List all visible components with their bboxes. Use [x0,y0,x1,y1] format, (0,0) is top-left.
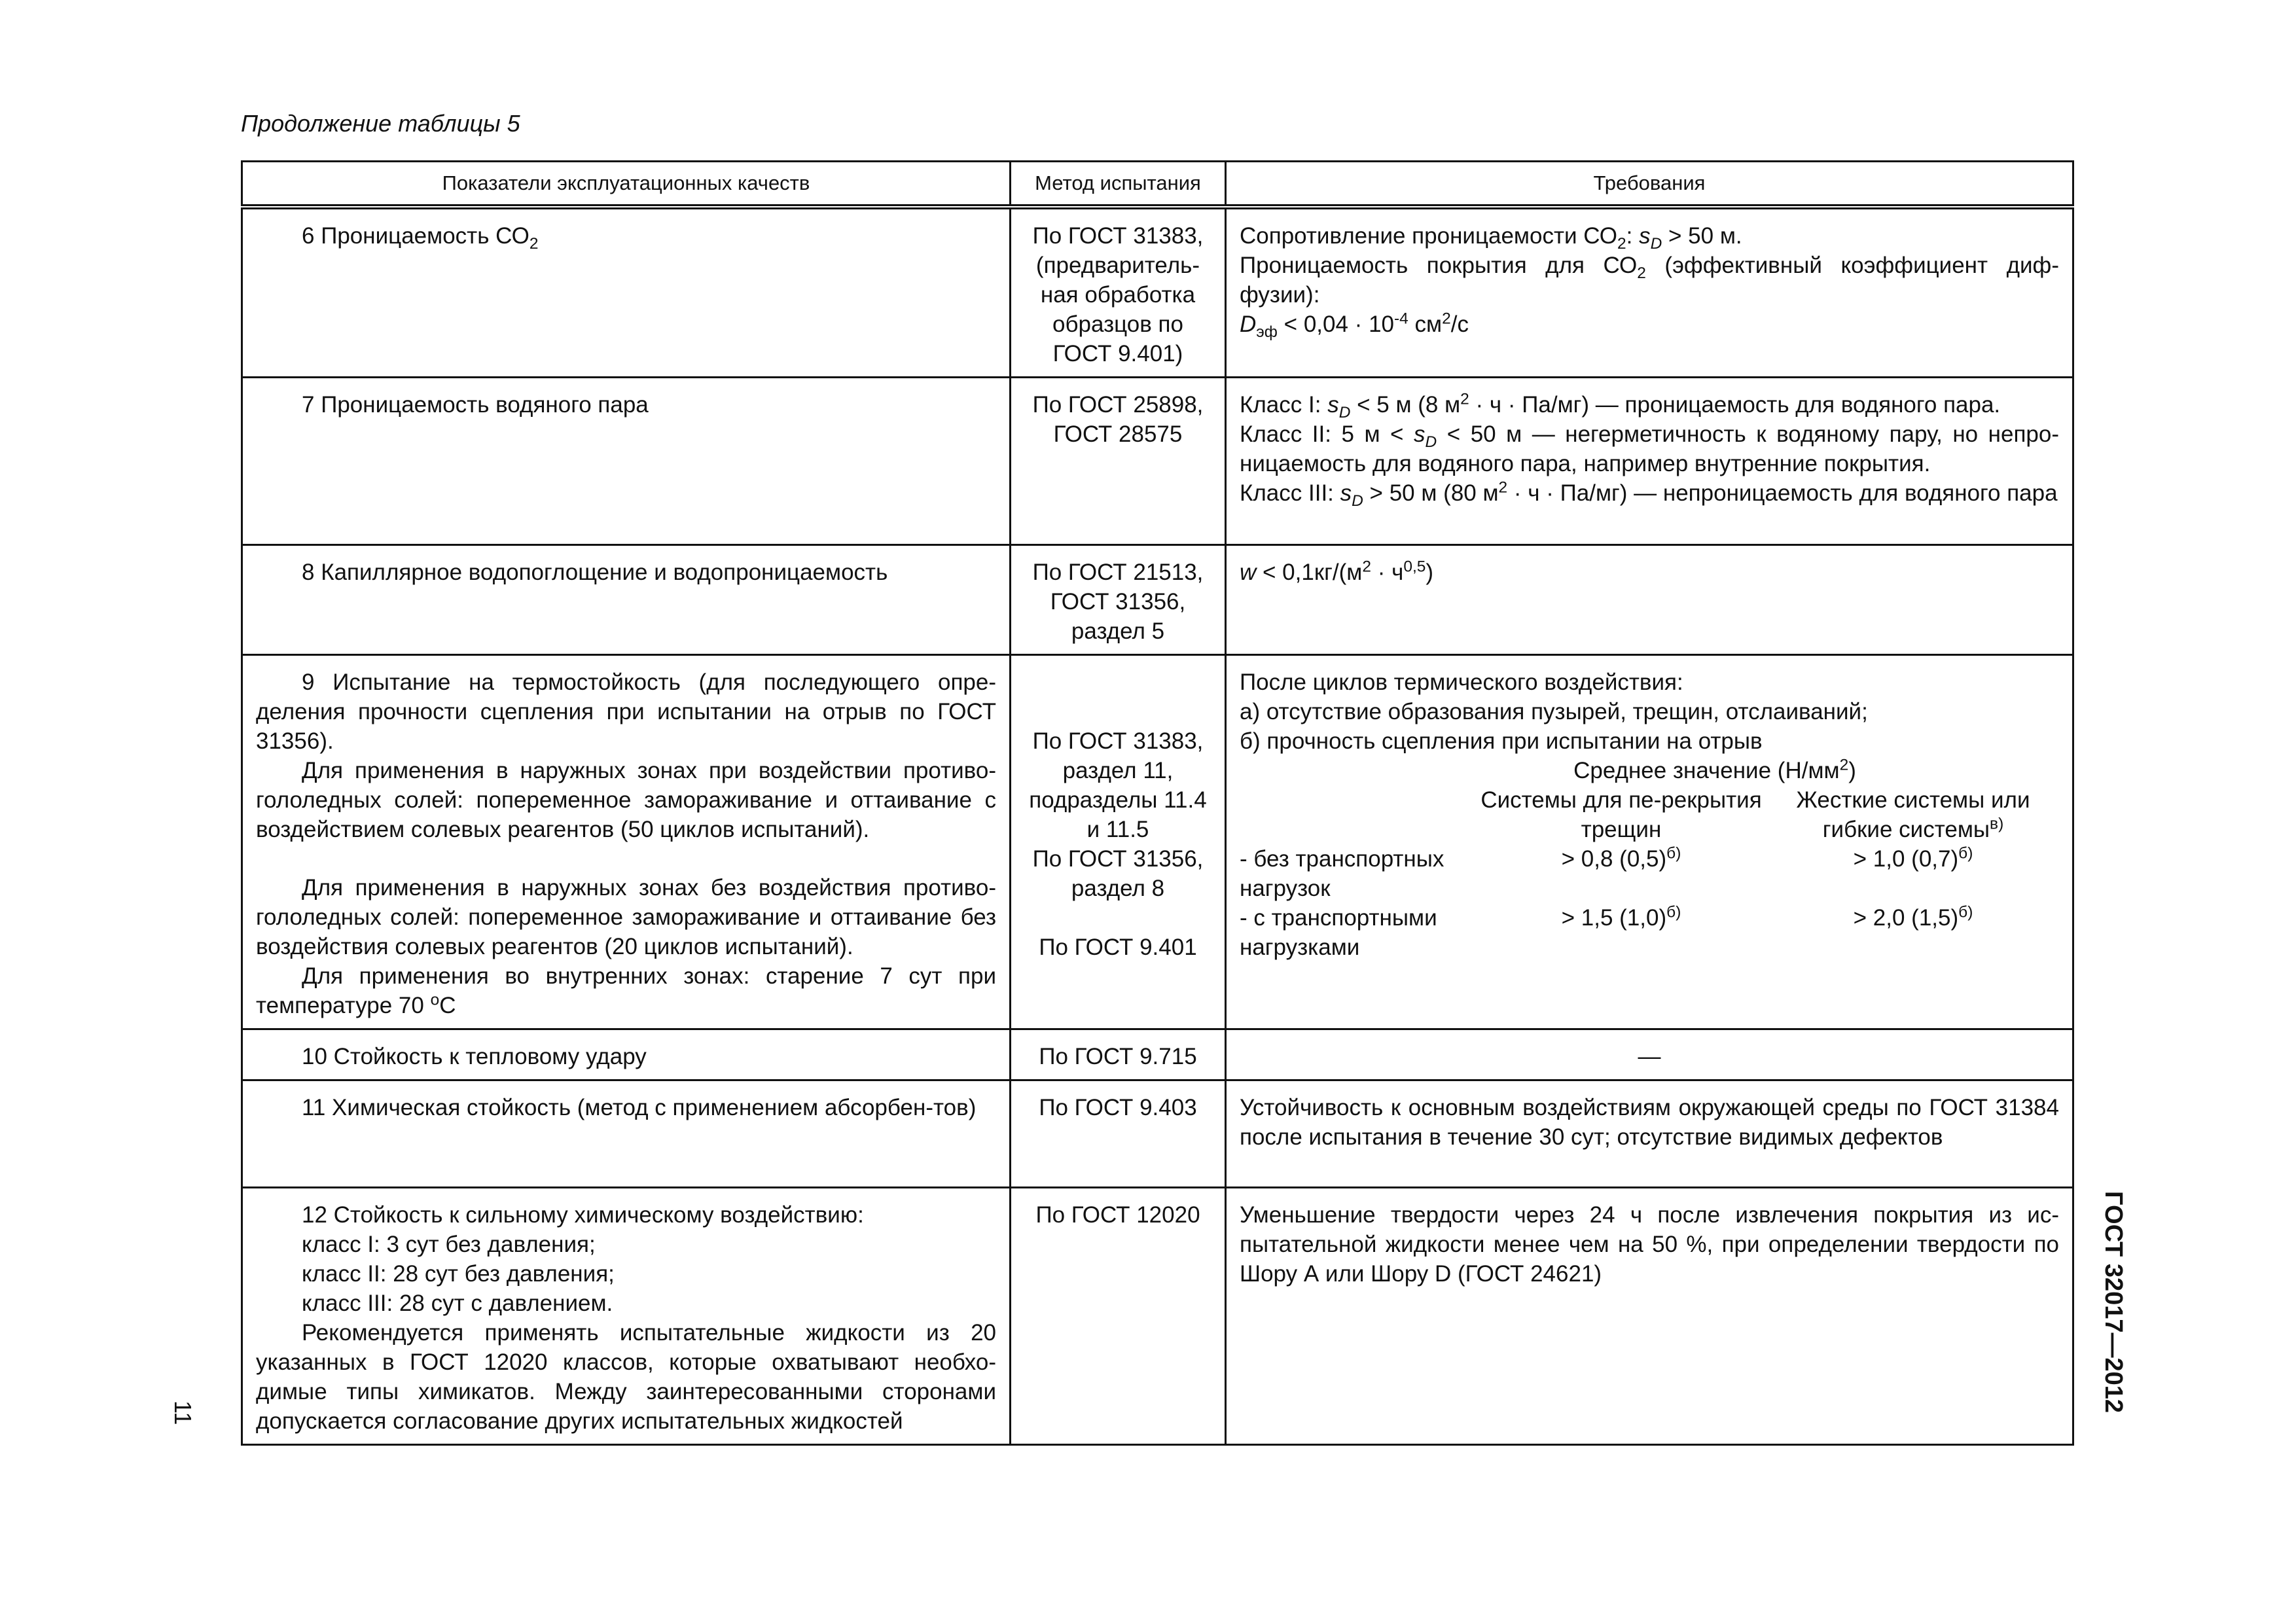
superscript: 2 [1362,558,1371,576]
subscript: D [1425,433,1437,451]
value: > 2,0 (1,5) [1853,905,1959,931]
subscript: D [1650,235,1662,253]
requirement-cell [1226,1080,2073,1188]
requirement-text: · ч [1371,560,1404,585]
indicator-text: 11 Химическая стойкость (метод с применением абсорбен-тов) [302,1095,977,1120]
requirement-cell [1226,207,2073,378]
indicator-cell [242,207,1011,378]
superscript: о [430,991,440,1009]
row-label: - без транспортных нагрузок [1240,846,1444,901]
table-row [242,545,2073,655]
superscript: 2 [1442,310,1451,328]
symbol: w [1240,560,1257,585]
superscript: в) [1990,815,2004,833]
indicator-cell [242,378,1011,545]
value: > 0,8 (0,5) [1561,846,1667,872]
requirement-text: — [1638,1044,1661,1069]
indicator-cell [242,1029,1011,1080]
method-cell [1011,1080,1226,1188]
header-requirements: Требования [1226,162,2073,207]
requirement-text: а) отсутствие образования пузырей, трещин, отслаиваний; [1240,699,1868,724]
value: > 1,0 (0,7) [1853,846,1959,872]
requirement-text: /с [1450,312,1469,337]
indicator-cell [242,545,1011,655]
symbol: s [1639,223,1651,249]
superscript: 2 [1839,756,1849,774]
indicator-text: 8 Капиллярное водопоглощение и водопроницаемость [302,560,888,585]
requirement-text: : [1626,223,1640,249]
method-text: По ГОСТ 9.403 [1039,1095,1197,1120]
method-text: По ГОСТ 12020 [1035,1202,1200,1228]
table-row [242,1188,2073,1445]
indicator-text: класс I: 3 сут без давления; [302,1232,596,1257]
method-cell [1011,655,1226,1029]
method-cell [1011,378,1226,545]
indicator-text: 12 Стойкость к сильному химическому воздействию: [302,1202,864,1228]
requirement-text: Класс III: [1240,480,1340,506]
indicator-text: класс III: 28 сут с давлением. [302,1291,613,1316]
subscript: эф [1256,323,1278,341]
table-header-row [242,162,2073,207]
method-text: По ГОСТ 31356, раздел 8 [1032,846,1204,901]
method-text: По ГОСТ 31383, (предваритель-ная обработка образцов по ГОСТ 9.401) [1032,223,1204,366]
requirement-text: Проницаемость покрытия для СО [1240,253,1638,278]
indicator-text: Для применения в наружных зонах без воздействия противо-гололедных солей: попеременное замораживание и оттаивание без воздействия солевых реагентов (20 циклов испытаний). [256,875,996,959]
requirement-cell [1226,378,2073,545]
requirement-text: < 50 м — негерметичность к водяному пару, но непро-ницаемость для водяного пара, например внутренние покрытия. [1240,421,2059,476]
method-text: По ГОСТ 21513, ГОСТ 31356, раздел 5 [1032,560,1204,644]
method-text: По ГОСТ 25898, ГОСТ 28575 [1032,392,1204,447]
subscript: 2 [1637,264,1646,282]
superscript: б) [1958,844,1973,863]
requirement-text: > 50 м (80 м [1363,480,1499,506]
superscript: 0,5 [1403,558,1426,576]
table-row [242,655,2073,1029]
table-row [242,1029,2073,1080]
symbol: D [1240,312,1257,337]
symbol: s [1340,480,1352,506]
requirement-text: < 0,04 · 10 [1277,312,1394,337]
requirement-text: > 50 м. [1662,223,1742,249]
superscript: 2 [1498,478,1508,497]
subscript: 2 [529,235,539,253]
requirement-text: Уменьшение твердости через 24 ч после извлечения покрытия из ис-пытательной жидкости менее чем на 50 %, при определении твердости по Шору А или Шору D (ГОСТ 24621) [1240,1202,2059,1287]
indicator-text: 9 Испытание на термостойкость (для последующего опре-деления прочности сцепления при испытании на отрыв по ГОСТ 31356). [256,669,996,754]
subscript: D [1338,404,1351,421]
superscript: -4 [1394,310,1408,328]
page-number: 11 [170,1400,196,1425]
requirement-cell [1226,1029,2073,1080]
header-indicators: Показатели эксплуатационных качеств [242,162,1011,207]
indicator-text: Рекомендуется применять испытательные жидкости из 20 указанных в ГОСТ 12020 классов, которые охватывают необхо-димые типы химикатов. Между заинтересованными сторонами допускается согласование других испытательных жидкостей [256,1320,996,1434]
header-method: Метод испытания [1011,162,1226,207]
method-cell [1011,545,1226,655]
superscript: б) [1958,903,1973,921]
indicator-text: 6 Проницаемость СО [302,223,529,249]
requirement-text: Класс II: 5 м < [1240,421,1414,447]
indicator-text: С [439,993,456,1018]
method-cell [1011,207,1226,378]
requirement-cell [1226,655,2073,1029]
method-cell [1011,1029,1226,1080]
superscript: б) [1666,844,1681,863]
superscript: 2 [1460,390,1469,408]
method-text: По ГОСТ 9.715 [1039,1044,1197,1069]
subscript: D [1352,492,1363,510]
method-cell [1011,1188,1226,1445]
indicator-text: 10 Стойкость к тепловому удару [302,1044,647,1069]
indicator-cell [242,655,1011,1029]
avg-label: Среднее значение (Н/мм [1573,758,1840,783]
document-code: ГОСТ 32017—2012 [2100,1191,2127,1414]
requirement-cell [1226,545,2073,655]
method-text: По ГОСТ 31383, раздел 11, подразделы 11.4 и 11.5 [1029,728,1207,842]
requirement-text: ) [1426,560,1434,585]
indicator-cell [242,1188,1011,1445]
adhesion-values [1240,756,2059,962]
table-row [242,1080,2073,1188]
requirement-text: см [1408,312,1443,337]
requirements-table [241,160,2074,1446]
requirement-text: Устойчивость к основным воздействиям окружающей среды по ГОСТ 31384 после испытания в течение 30 сут; отсутствие видимых дефектов [1240,1095,2059,1150]
subscript: 2 [1617,235,1626,253]
requirement-text: · ч · Па/мг) — непроницаемость для водяного пара [1507,480,2058,506]
method-text: По ГОСТ 9.401 [1039,935,1197,960]
table-row [242,378,2073,545]
indicator-cell [242,1080,1011,1188]
value: > 1,5 (1,0) [1561,905,1667,931]
requirement-text: После циклов термического воздействия: [1240,669,1683,695]
column-crack-bridging: Системы для пе-рекрытия трещин [1480,787,1762,842]
requirement-text: Сопротивление проницаемости СО [1240,223,1617,249]
table-row [242,207,2073,378]
superscript: б) [1666,903,1681,921]
indicator-text: 7 Проницаемость водяного пара [302,392,649,418]
row-label: - с транспортными нагрузками [1240,905,1437,960]
indicator-text: Для применения во внутренних зонах: старение 7 сут при температуре 70 [256,963,996,1018]
requirement-text: < 0,1кг/(м [1256,560,1363,585]
symbol: s [1327,392,1339,418]
requirement-text: б) прочность сцепления при испытании на отрыв [1240,728,1763,754]
requirement-cell [1226,1188,2073,1445]
column-rigid-flexible: Жесткие системы или гибкие системы [1796,787,2030,842]
requirement-text: (эффективный коэффициент диф-фузии): [1240,253,2059,308]
table-caption: Продолжение таблицы 5 [241,110,520,137]
requirement-text: Класс I: [1240,392,1328,418]
avg-label: ) [1848,758,1856,783]
requirement-text: · ч · Па/мг) — проницаемость для водяного пара. [1469,392,2001,418]
requirement-text: < 5 м (8 м [1350,392,1461,418]
indicator-text: класс II: 28 сут без давления; [302,1261,615,1287]
indicator-text: Для применения в наружных зонах при воздействии противо-гололедных солей: попеременное замораживание и оттаивание с воздействием солевых реагентов (50 циклов испытаний). [256,758,996,842]
symbol: s [1414,421,1426,447]
